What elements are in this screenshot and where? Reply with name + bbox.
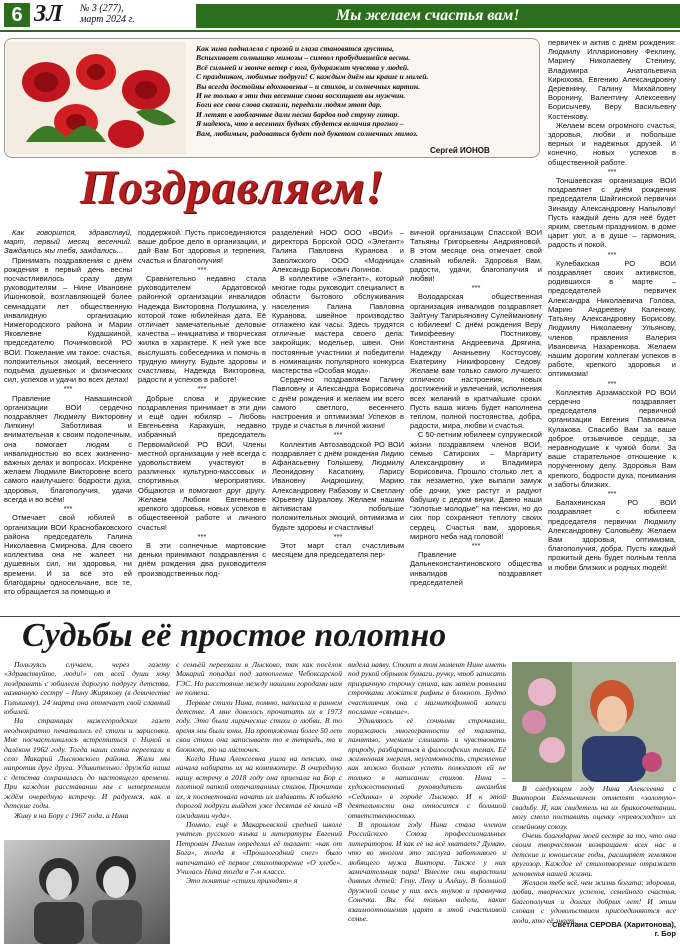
separator: *** — [607, 488, 617, 498]
separator: *** — [607, 249, 617, 259]
poem-line: Я надеюсь, что в весенних буднях сбудется величия прогноз – — [196, 119, 404, 129]
congrats-column-2 — [138, 228, 266, 614]
paragraph: Когда Нина Алексеевна ушла на пенсию, она начала набирать их на компьютере. В очередную нашу встречу в 2018 году она приехала на Бор с плотной папкой отпечатанных стихов. Прочитав их, я посоветовала начать их издавать. К юбилею дорогой подруги выйдет уже десятая её книга «В ожидании чуда». — [176, 754, 342, 820]
paragraph: Володарская общественная организация инвалидов поздравляет Зайтуну Тагирьяновну Сулеймановну с юбилеем! С днём рождения Веру Тимофеевну Постникову, Константина Андреевича Дрягина, Надежду Ананьевну Костоусову, Екатерину Никифоровну Седову. Желаем вам только самого лучшего: отличного настроения, новых достижений и увлечений, исполнения всех желаний в кратчайшие сроки. Пусть ваша жизнь будет наполнена теплом, полной постоянства, добра, радости, мира, любви и счастья. — [410, 292, 542, 431]
issue-number: № 3 (277), — [80, 3, 124, 14]
paragraph: В следующем году Нина Алексеевна с Виктором Евгеньевичем отметят «золотую» свадьбу. Я, как свидетель на их бракосочетании, могу смело поставить оценку «превосходно» их семейному союзу. — [512, 784, 676, 831]
paragraph: разделений НОО ООО «ВОИ» – директора Борской ООО «Элегант» Галина Павловна Куранова и Заволжского ООО «Модница» Александр Борисович Логинов. — [272, 228, 404, 274]
newspaper-logo: ЗЛ — [34, 1, 63, 27]
paragraph: Отмечает свой юбилей в организации ВОИ Краснобаковского района председатель Галина Николаевна Смирнова. Для своего коллектива она не жалеет ни душевных сил, ни здоровья, ни времени. И за всё это ей благодарны односельчане, все те, кто обращается за помощью и — [4, 513, 132, 596]
article-signature — [512, 920, 676, 938]
paragraph: Правление Навашинской организации ВОИ сердечно поздравляет Людмилу Викторовну Липкину! Заботливая и внимательная к своим подопечным, она помогает людям с инвалидностью во всех жизненно-важных делах и вопросах. Искренне желаем Людмиле Викторовне всего самого наилучшего: бодрости духа, здоровья, благополучия, удачи всегда и во всём! — [4, 393, 132, 504]
paragraph: В прошлом году Нина стала членом Российского Союза профессиональных литераторов. И как её на всё хватает? Думаю, что во многом это заслуга заботливого и любящего мужа Виктора. Также у них замечательная пара! Вместе они вырастили дивных детей: Гену, Лену и Алёшу. В большой дружной семье у них весь внуков и правнучка Сонечка. Вы бы только видели, какие взаимоотношения царят в этой счастливой семье. — [348, 819, 506, 923]
paragraph: С 50-летним юбилеем супружеской жизни поздравляем членов ВОИ, семью Сатирских – Маргариту Александровну и Владимира Борисовича. Прошло столько лет, а так незаметно, уже выпали замуж обе дочки, уже растут и радуют бабушку с дедом внуки. Давно наши "золотые молодые" на пенсии, но до сих пор сохраняют теплоту своих сердец. Счастья вам, здоровья, мирного неба над головой! — [410, 430, 542, 541]
issue-date: март 2024 г. — [80, 14, 135, 25]
article-column-4 — [512, 784, 676, 936]
paragraph: В коллективе «Элегант», который многие годы руководит специалист в области бытового обслуживания населения Галина Павловна Куранова, швейное производство отлажено как часы. Здесь трудятся отличные мастера своего дела: закройщик, модельер, швеи. Они постоянные участники и победители в номинациях популярного конкурса мастерства «Особая мода». — [272, 274, 404, 376]
paragraph: Очень благодарна моей сестре за то, что она своим творчеством возвращает всех нас в детские и юношеские годы, расширяет земляков кругозор. Каждое её стихотворение отражает мгновенья нашей жизни. — [512, 831, 676, 878]
separator: *** — [63, 504, 73, 514]
congrats-heading: Поздравляем! — [80, 161, 386, 214]
poem-line: Как зима подналела с прозой и глаза становятся грустны, — [196, 44, 395, 53]
separator: *** — [607, 378, 617, 388]
paragraph: видела наяву. Стоит в том момент Нине иметь под рукой обрывок бумаги, ручку, чтоб записать призрачную строчку стиха, как затем ровными строчками ложатся рифмы в блокнот. Будто счастливчик она с магнитофонной записи послание «свыше». — [348, 660, 506, 717]
separator: *** — [607, 166, 617, 176]
separator: *** — [471, 283, 481, 293]
separator: *** — [333, 430, 343, 440]
paragraph: с семьёй переехали в Лысково, так как посёлок Макарий попадал под затопление Чебоксарской ГЭС. Но расстояние между нашими городами нам не помеха. — [176, 660, 342, 698]
photo-two-girls — [4, 840, 170, 944]
poem-line: Вам, любимым, радоваться будет под букетом солнечных мимоз. — [196, 128, 418, 138]
section-banner: Мы желаем счастья вам! — [196, 4, 680, 28]
article-column-3 — [348, 660, 506, 942]
separator: *** — [63, 384, 73, 394]
paragraph: Кулебакская РО ВОИ поздравляет своих активистов, родившихся в марте – председателей первичек Александра Николаевича Голова, Марию Андреевну Каленову, Татьяну Александровну Борисову, Людмилу Николаевну Ульянову, членов правления Валерия Ивановича Назаренкова. Желаем нашим дорогим коллегам успехов в работе, крепкого здоровья и оптимизма! — [548, 258, 676, 379]
congrats-column-3 — [272, 228, 404, 614]
paragraph: Тоншаевская организация ВОИ поздравляет с днём рождения председателя Шайгинской первички Зинаиду Александровну Напылову! Пусть каждый день для неё будет ярким, светлым праздником, в доме царит уют, а в душе – гармония, радость и покой. — [548, 176, 676, 250]
paragraph: Первые стихи Нина, помню, написала в раннем детстве. А мне довелось прочитать их в 1973 году. Это были лирические стихи о любви. В то время мы были юны. На протяжении более 50 лет свои стихи она записывает то в тетрадь, то в блокнот, то на листочек. — [176, 697, 342, 754]
poem-line: Всё сильней и звонче ветер с юга, будоражит чувства у людей. — [196, 62, 410, 72]
separator: *** — [197, 264, 207, 274]
issue-info — [80, 3, 135, 25]
article-title: Судьбы её простое полотно — [22, 617, 447, 654]
poem-line: Боги все свои слова сказали, передали людям этот дар. — [196, 100, 382, 110]
paragraph: Правление Дальнеконстантиновского общества инвалидов поздравляет председателей — [410, 550, 542, 587]
poem-line: С праздником, любимые подруги! С каждым днём вы краше и милей. — [196, 72, 429, 82]
separator: *** — [197, 531, 207, 541]
roses-image — [6, 42, 186, 154]
congrats-column-right — [548, 38, 676, 614]
poem-line: И летят в заоблачные дали песни бардов под струну гитар. — [196, 109, 400, 119]
separator: *** — [197, 384, 207, 394]
paragraph: Живу я на Бору с 1967 года, а Нина — [14, 810, 129, 820]
article-column-1 — [4, 660, 170, 838]
poem-author: Сергей ИОНОВ — [430, 146, 490, 155]
poem-line: И не только в эти дни весенние снова восхищает вы мужчин. — [196, 91, 406, 101]
separator: *** — [471, 540, 481, 550]
paragraph: Желаем всем огромного счастья, здоровья, любви и побольше верных и надёжных друзей. И конечно, новых успехов в общественной работе. — [548, 120, 676, 167]
congrats-column-4 — [410, 228, 542, 614]
paragraph: Добрые слова и дружеские поздравления принимает в эти дни и ещё один юбиляр – Любовь Евгеньевна Каракушн, недавно избранный председатель Первомайской РО ВОИ. Члены местной организации у неё всегда с удовольствием участвуют в различных культурно-массовых и спортивных мероприятиях. Общаются и помогают друг другу. Желаем Любови Евгеньевне крепкого здоровья, новых успехов в общественной работе и личного счастья! — [138, 393, 266, 532]
paragraph: Как говорится, здравствуй, март, первый месяц весенний. Заждались мы тебя, заждались... — [4, 228, 132, 256]
paragraph: Коллектив Автозаводской РО ВОИ поздравляет с днём рождения Лидию Афанасьевну Голышеву, Людмилу Леонидовну Касаткину, Ларису Ивановну Андрюшину, Марию Александровну Рабазову и Светлану Юрьевну Шуралову. Желаем нашим активистам побольше положительных эмоций, оптимизма и будьте здоровы и счастливы! — [272, 439, 404, 532]
header-divider — [0, 30, 680, 32]
separator: *** — [333, 531, 343, 541]
paragraph: Коллектив Арзамасской РО ВОИ сердечно поздравляет председателя первичной организации Евгения Павловича Кулакова. Спасибо Вам за ваше доброе отзывчивое сердце, за неравнодушие к чужой боли. За ваше старательное отношение к порученному делу. Здоровья Вам крепкого, бодрости духа, понимания и заботы близких. — [548, 387, 676, 489]
paragraph: Желаем тебе всё, чем жизнь богата: здоровья, любви, творческих успехов, семейного счастья, благополучия и долгих добрых лет! И этим словам с удовольствием присоединяются все люди, кто её знает. — [512, 878, 676, 925]
paragraph: В эти солнечные мартовские деньки принимают поздравления с днём рождения два руководителя производственных под- — [138, 540, 266, 578]
congrats-column-1 — [4, 228, 132, 614]
paragraph: Сравнительно недавно стала руководителем Ардатовской районной организации инвалидов Надежда Викторовна Полушкина, у которой тоже юбилейная дата. Её отличает замечательные деловые качества – инициатива и творческая жилка в характере. К ней уже все выслушать собеседника и помочь в трудную минуту. Будьте здоровы и счастливы, Надежда Викторовна, радости и успехов в работе! — [138, 274, 266, 385]
paragraph: вичной организации Спасской ВОИ Татьяны Григорьевны Андрияновой. В этом месяце она отмечает свой славный юбилей. Здоровья Вам, радости, удачи, благополучия и любви! — [410, 228, 542, 284]
paragraph: Балахнинская РО ВОИ поздравляет с юбилеем председателя первички Людмилу Александровну Соловьёву. Желаем Вам здоровья, оптимизма, благополучия, добра. Пусть каждый прожитый день будет полным тепла и любви близких и родных людей! — [548, 498, 676, 572]
paragraph: Принимать поздравления с днём рождения в первый день весны посчастливилось сразу двум руководителям – Нине Ивановне Ишонковой, возглавляющей более семнадцати лет общественную инвалидную организацию Нижегородского района и Марии Яковлевне Кудашкиной, председателю Починковской РО ВОИ. Пожелание им такое: счастья, положительных эмоций, весеннего подъёма душевных и физических сил, успехов и удачи во всех делах! — [4, 255, 132, 385]
poem-line: Вы всегда достойны вдохновенья – и стихов, и солнечных картин. — [196, 81, 420, 91]
paragraph: Удивляюсь её сочными строчками, поражаюсь многогранности её таланта, памятью, умением слышать и чувствовать природу, разбираться в философских темах. Её жизненная энергия, неугомонность, стремление как можно больше успеть помогают ей не только в написании стихов. Нина – художественный руководитель ансамбля «Сединка» в городе Лысково. И к этой деятельности она относится с большой ответственностью. — [348, 716, 506, 820]
page-number: 6 — [4, 3, 30, 27]
signature-place: г. Бор — [654, 929, 676, 938]
poem-text — [196, 44, 536, 138]
photo-woman-flowers — [512, 662, 676, 782]
article-column-2 — [176, 660, 342, 942]
paragraph: Пользуясь случаем, через газету «Здравствуйте, люди!» от всей души хочу поздравить с юбилеем дорогую подругу детства, названную сестру – Нину Жирякову (в девичестве Голышеву). 24 марта она отмечает свой славный юбилей. — [4, 660, 170, 717]
paragraph: Этот март стал счастливым месяцем для председателя пер- — [272, 540, 404, 560]
paragraph: поддержкой. Пусть присоединяются ваше доброе дело в организации, и дай Вам Бог здоровья и терпения, счастья и благополучия! — [138, 228, 266, 265]
signature-name: Светлана СЕРОВА (Харитонова), — [552, 920, 676, 929]
paragraph: Сердечно поздравляем Галину Павловну и Александра Борисовича с днём рождения и желаем им всего самого светлого, весеннего настроения и оптимизма! Успехов в труде и счастья в личной жизни! — [272, 375, 404, 431]
paragraph: первичек и актив с днём рождения: Людмилу Илларионовну Феклину, Марину Николаевну Стенину, Владимира Анатольевича Кирюхова, Евгению Александровну Деревнину, Галину Михайловну Воронину, Валентину Алексеевну Борисычеву, Веру Васильевну Костенкову. — [548, 38, 676, 121]
paragraph: Помню, ещё в Макарьевской средней школе учитель русского языка и литературы Евгений Петрович Пчелин определил её талант: «как от Бога», тогда я «Прошлогодний снег» было напечатано её первое стихотворение «О хлебе». Училась Нина тогда в 7-м классе. — [176, 819, 342, 876]
poem-line: Вспыхивает солнышко мимозы – символ пробудившейся весны. — [196, 53, 411, 63]
paragraph: На страницах нижегородских газет неоднократно печатались её стихи и зарисовки. Мне посчастливилось встретиться с Ниной в далёком 1962 году. Тогда наши семьи переехали в село Макарий Лысковского района. Жили мы напротив друг друга. Удивительно: дружба наша с детства сохранилась до настоящего времени. При каждом расставании мы с нетерпением ждём очередную встречу. И радуемся, как в детские годы. — [4, 716, 170, 811]
paragraph: Это понятие «стихи приходят» я — [186, 876, 298, 886]
